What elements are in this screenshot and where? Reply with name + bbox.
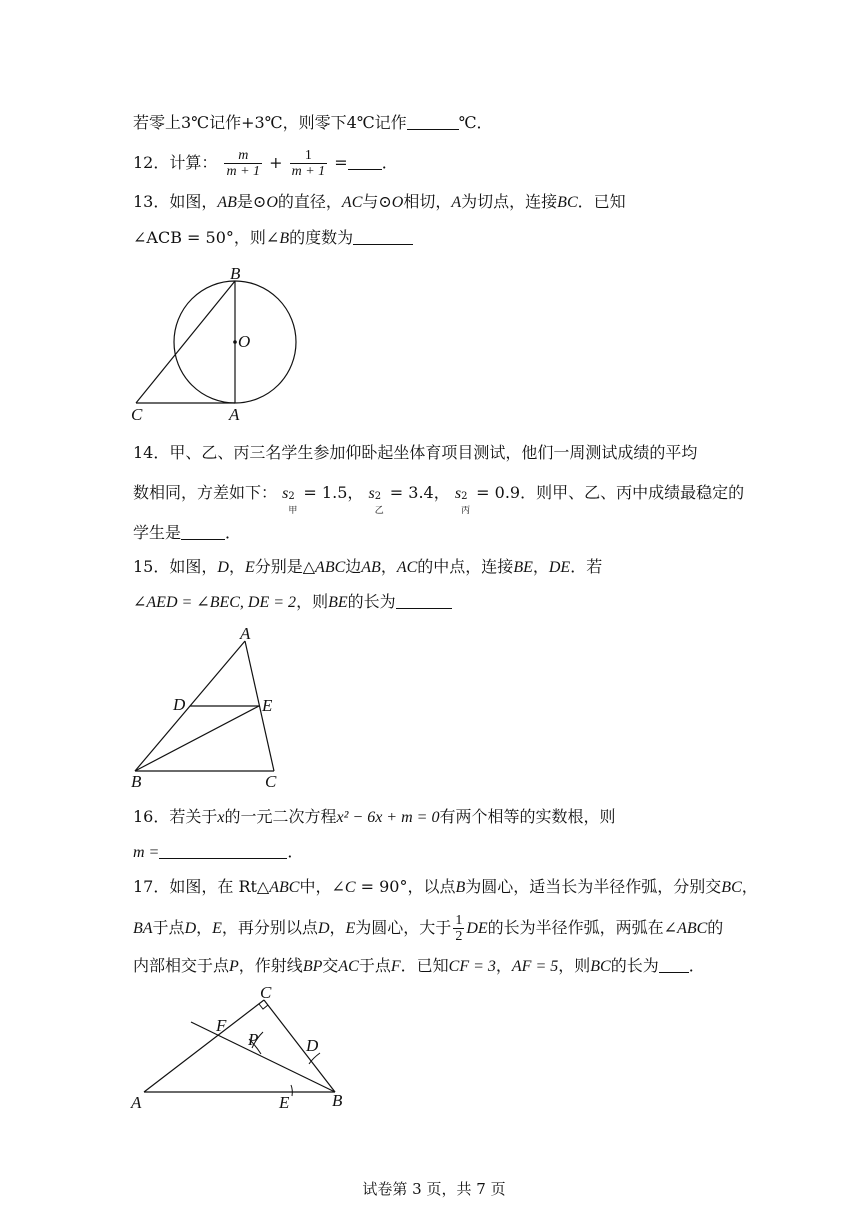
q16-line2: m = ．	[133, 842, 304, 861]
label-f: F	[216, 1016, 227, 1035]
q13-figure	[128, 262, 308, 422]
q17-blank	[659, 956, 689, 973]
q11-unit: ℃．	[458, 113, 493, 132]
side-cb	[264, 1000, 335, 1092]
q12-label: 12．计算：	[133, 153, 218, 172]
q14-line1: 14．甲、乙、丙三名学生参加仰卧起坐体育项目测试，他们一周测试成绩的平均	[133, 443, 698, 462]
q12-line: 12．计算： $\frac{m}{m + 1}$ + $\frac{1}{m + 1}$ = ．	[133, 148, 398, 179]
side-ac	[144, 1000, 264, 1092]
label-e: E	[279, 1093, 290, 1112]
q14-blank	[181, 523, 225, 540]
q15-line2: ∠AED = ∠BEC, DE = 2，则BE的长为	[133, 591, 452, 614]
q12-plus: +	[269, 153, 283, 172]
q15-figure	[128, 624, 288, 792]
q12-blank	[348, 153, 382, 170]
q15-line1: 15．如图，D，E分别是△ABC边AB，AC的中点，连接BE，DE．若	[133, 557, 603, 576]
q12-fraction-2: $\frac{1}{m + 1}$	[291, 148, 326, 179]
arc-e	[291, 1085, 292, 1096]
segment-cb	[136, 281, 235, 403]
segment-be	[135, 706, 259, 771]
q17-line3: 内部相交于点P，作射线BP交AC于点F．已知CF = 3，AF = 5，则BC的长为 ．	[133, 956, 705, 975]
q17-line2: BA于点D，E，再分别以点D，E为圆心，大于 $\frac{1}{2}$ DE的长为半径作弧，两弧在∠ABC的	[133, 913, 724, 944]
center-dot	[233, 340, 237, 344]
q11-text: 若零上3℃记作+3℃，则零下4℃记作	[133, 113, 407, 132]
label-e: E	[262, 696, 273, 715]
q15-blank	[396, 592, 452, 609]
label-a: A	[240, 624, 251, 643]
q14-line2: 数相同，方差如下： s 2 甲 = 1.5， s 2 乙 = 3.4， s 2 丙 = 0.9．则甲、乙、丙中成绩最稳定的	[133, 483, 745, 516]
label-b: B	[332, 1091, 343, 1110]
q16-blank	[159, 842, 287, 859]
q13-line1: 13．如图，AB是⊙O的直径，AC与⊙O相切，A为切点，连接BC．已知	[133, 192, 626, 211]
q12-fraction-1: $\frac{m}{m + 1}$	[226, 148, 261, 179]
label-d: D	[306, 1036, 319, 1055]
q17-figure	[128, 984, 353, 1114]
label-c: C	[260, 984, 272, 1002]
q13-line2: ∠ACB = 50°，则∠B的度数为	[133, 227, 413, 250]
label-a: A	[131, 1093, 142, 1112]
q12-equals: =	[334, 153, 348, 172]
page-footer: 试卷第 3 页，共 7 页	[362, 1180, 506, 1198]
q11-line	[133, 112, 493, 134]
label-d: D	[173, 695, 186, 714]
q14-line3: 学生是 ．	[133, 523, 242, 542]
label-a: A	[229, 405, 240, 422]
q11-blank	[407, 113, 459, 130]
label-b: B	[230, 264, 241, 283]
label-c: C	[265, 772, 277, 791]
q16-line1: 16．若关于x的一元二次方程x² − 6x + m = 0有两个相等的实数根，则	[133, 807, 616, 826]
q17-line1: 17．如图，在 Rt△ABC中，∠C = 90°，以点B为圆心，适当长为半径作弧，分别交BC，	[133, 877, 758, 896]
label-p: P	[248, 1030, 259, 1049]
label-o: O	[238, 332, 251, 351]
q13-blank	[353, 228, 413, 245]
q17-half-fraction: $\frac{1}{2}$	[455, 913, 463, 944]
label-c: C	[131, 405, 143, 422]
label-b: B	[131, 772, 142, 791]
right-angle-mark	[259, 1004, 268, 1009]
